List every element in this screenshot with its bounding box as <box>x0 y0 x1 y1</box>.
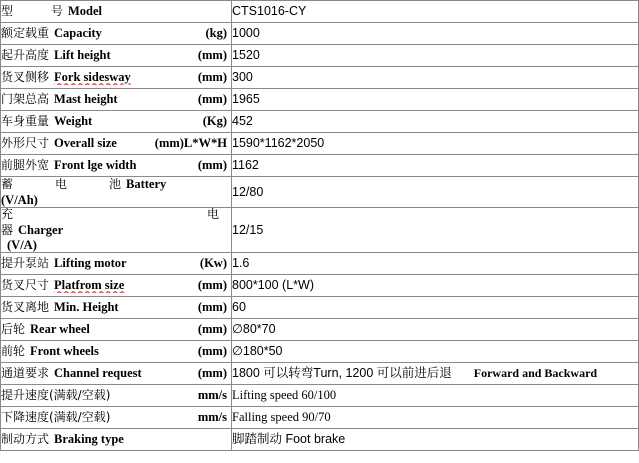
row-label-cn: 充 电 <box>1 208 219 222</box>
row-label-en: Platfrom size <box>54 278 125 293</box>
row-label-cell <box>1 111 232 133</box>
table-row <box>1 363 639 385</box>
row-label-en: Front wheels <box>30 344 99 359</box>
row-label-en: Battery <box>126 177 167 191</box>
row-unit: (mm) <box>197 300 227 315</box>
row-label-cn: 货叉尺寸 <box>1 278 50 293</box>
row-value-cell: ∅180*50 <box>232 341 639 363</box>
row-label-cn: 额定载重 <box>1 26 50 41</box>
row-value-cell: 60 <box>232 297 639 319</box>
row-unit: (V/Ah) <box>1 192 38 207</box>
row-value-cell: ∅80*70 <box>232 319 639 341</box>
row-label-cell <box>1 429 232 451</box>
row-label-cell <box>1 253 232 275</box>
table-row <box>1 45 639 67</box>
table-row <box>1 67 639 89</box>
row-label-cn-2: 器 <box>1 222 14 237</box>
row-label-cn: 蓄 电 池 <box>1 177 121 191</box>
row-label-cn: 前轮 <box>1 344 26 359</box>
row-value-cell: 1590*1162*2050 <box>232 133 639 155</box>
row-value-cell: 1162 <box>232 155 639 177</box>
row-label-en: Weight <box>54 114 93 129</box>
row-label-en: Rear wheel <box>30 322 90 337</box>
row-label-cn: 外形尺寸 <box>1 136 50 151</box>
row-value-cell: 1.6 <box>232 253 639 275</box>
row-label-cell <box>1 133 232 155</box>
row-label-cn: 提升速度(满载/空载) <box>1 389 111 403</box>
table-row <box>1 1 639 23</box>
row-label-cn: 车身重量 <box>1 114 50 129</box>
row-label-cn: 货叉侧移 <box>1 70 50 85</box>
row-label-cell <box>1 385 232 407</box>
row-label-cell <box>1 363 232 385</box>
row-label-cell <box>1 155 232 177</box>
table-row <box>1 177 639 208</box>
row-unit: (Kw) <box>199 256 227 271</box>
row-label-cell <box>1 45 232 67</box>
row-label-en: Capacity <box>54 26 102 41</box>
table-row <box>1 407 639 429</box>
row-label-en: Lifting motor <box>54 256 127 271</box>
row-label-en: Braking type <box>54 432 124 447</box>
row-unit: (Kg) <box>202 114 227 129</box>
row-unit: mm/s <box>197 388 227 403</box>
row-label-cn: 下降速度(满载/空载) <box>1 411 111 425</box>
table-row <box>1 133 639 155</box>
row-unit: mm/s <box>197 410 227 425</box>
row-value-cell: Falling speed 90/70 <box>232 407 639 429</box>
row-unit: (mm) <box>197 70 227 85</box>
specification-table-body <box>1 1 639 451</box>
row-unit: (mm) <box>197 322 227 337</box>
row-unit: (mm) <box>197 158 227 173</box>
table-row <box>1 341 639 363</box>
row-value-cell: 12/15 <box>232 208 639 253</box>
row-label-en: Min. Height <box>54 300 119 315</box>
row-label-cn: 货叉离地 <box>1 300 50 315</box>
row-unit: (V/A) <box>7 237 37 252</box>
table-row <box>1 385 639 407</box>
row-label-cell <box>1 297 232 319</box>
row-unit: (mm) <box>197 92 227 107</box>
row-value-cell: 300 <box>232 67 639 89</box>
row-value-cell: 1520 <box>232 45 639 67</box>
row-value-cell: 1965 <box>232 89 639 111</box>
row-value-cell: 脚踏制动 Foot brake <box>232 429 639 451</box>
row-value-cell: CTS1016-CY <box>232 1 639 23</box>
table-row <box>1 297 639 319</box>
row-label-cn: 型 号 <box>1 4 63 19</box>
row-label-cn: 制动方式 <box>1 432 50 447</box>
table-row <box>1 275 639 297</box>
row-label-cell <box>1 319 232 341</box>
row-unit: (mm) <box>197 366 227 381</box>
row-unit: (mm)L*W*H <box>154 136 227 151</box>
row-value-cell: 1000 <box>232 23 639 45</box>
row-value-cell: Lifting speed 60/100 <box>232 385 639 407</box>
table-row <box>1 155 639 177</box>
table-row <box>1 23 639 45</box>
row-label-en: Mast height <box>54 92 118 107</box>
row-value-cell: 12/80 <box>232 177 639 208</box>
row-label-cell <box>1 177 232 208</box>
table-row <box>1 429 639 451</box>
table-row <box>1 111 639 133</box>
table-row <box>1 319 639 341</box>
row-label-cn: 起升高度 <box>1 48 50 63</box>
row-label-en: Model <box>68 4 103 19</box>
row-label-cell <box>1 407 232 429</box>
row-unit: (mm) <box>197 344 227 359</box>
row-unit: (mm) <box>197 48 227 63</box>
row-label-en: Front lge width <box>54 158 137 173</box>
row-label-cell <box>1 1 232 23</box>
row-label-cn: 后轮 <box>1 322 26 337</box>
row-label-en: Fork sidesway <box>54 70 131 85</box>
row-value-extra: Forward and Backward <box>473 366 598 381</box>
row-unit: (kg) <box>205 26 227 41</box>
row-label-en: Channel request <box>54 366 142 381</box>
row-label-cn: 门架总高 <box>1 92 50 107</box>
row-label-cn: 通道要求 <box>1 366 50 381</box>
row-unit: (mm) <box>197 278 227 293</box>
row-value-main: 1800 可以转弯Turn, 1200 可以前进后退 <box>232 366 452 381</box>
row-label-cell <box>1 67 232 89</box>
table-row <box>1 208 639 253</box>
row-label-cell <box>1 275 232 297</box>
row-label-en: Charger <box>18 222 64 237</box>
row-label-cell <box>1 23 232 45</box>
table-row <box>1 253 639 275</box>
row-value-cell: 800*100 (L*W) <box>232 275 639 297</box>
row-value-cell <box>232 363 639 385</box>
row-label-en: Lift height <box>54 48 111 63</box>
row-label-en: Overall size <box>54 136 117 151</box>
row-label-cell <box>1 208 232 253</box>
row-label-cn: 前腿外宽 <box>1 158 50 173</box>
row-value-cell: 452 <box>232 111 639 133</box>
row-label-cell <box>1 341 232 363</box>
row-label-cn: 提升泵站 <box>1 256 50 271</box>
row-label-cell <box>1 89 232 111</box>
table-row <box>1 89 639 111</box>
